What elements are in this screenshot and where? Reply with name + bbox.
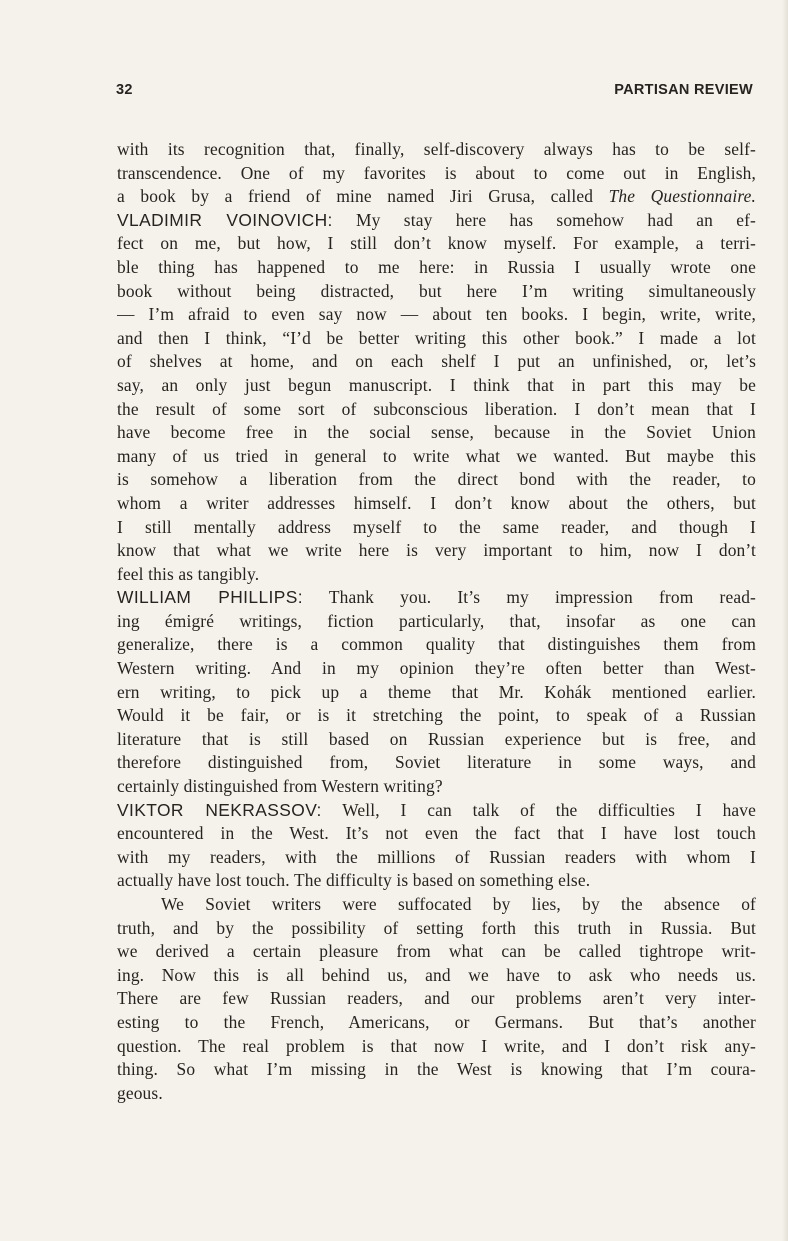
text-line xyxy=(117,657,756,681)
text-line xyxy=(117,162,756,186)
line-text: thing. So what I’m missing in the West is knowing that I’m coura- xyxy=(117,1059,756,1080)
text-line xyxy=(117,185,756,209)
line-text: is somehow a liberation from the direct bond with the reader, to xyxy=(117,469,756,490)
text-line xyxy=(117,374,756,398)
line-text: My stay here has somehow had an ef- xyxy=(332,209,756,230)
line-text: book without being distracted, but here I’m writing simultaneously xyxy=(117,280,756,301)
text-line xyxy=(117,256,756,280)
text-line xyxy=(117,421,756,445)
text-line xyxy=(117,917,756,941)
text-line xyxy=(117,516,756,540)
body-text xyxy=(117,138,756,1105)
page-header xyxy=(116,82,753,102)
line-text: Would it be fair, or is it stretching the point, to speak of a Russian xyxy=(117,705,756,726)
line-text: with its recognition that, finally, self-discovery always has to be self- xyxy=(117,139,756,159)
line-text: There are few Russian readers, and our problems aren’t very inter- xyxy=(117,988,756,1009)
line-text: actually have lost touch. The difficulty is based on something else. xyxy=(117,870,591,891)
line-text: say, an only just begun manuscript. I think that in part this may be xyxy=(117,374,756,395)
line-text: have become free in the social sense, because in the Soviet Union xyxy=(117,422,756,443)
line-text: geous. xyxy=(117,1082,163,1103)
text-line xyxy=(117,869,756,893)
text-line xyxy=(117,468,756,492)
line-text: esting to the French, Americans, or Germans. But that’s another xyxy=(117,1011,756,1032)
text-line xyxy=(117,280,756,304)
line-text: the result of some sort of subconscious liberation. I don’t mean that I xyxy=(117,398,756,419)
line-text: with my readers, with the millions of Russian readers with whom I xyxy=(117,846,756,867)
line-text: question. The real problem is that now I write, and I don’t risk any- xyxy=(117,1035,756,1056)
text-line xyxy=(117,964,756,988)
text-line xyxy=(117,728,756,752)
line-text: Well, I can talk of the difficulties I have xyxy=(321,799,756,820)
line-text: ing émigré writings, fiction particularly, that, insofar as one can xyxy=(117,610,756,631)
text-line xyxy=(117,1035,756,1059)
line-text: fect on me, but how, I still don’t know myself. For example, a terri- xyxy=(117,233,756,254)
text-line xyxy=(117,138,756,162)
text-line xyxy=(117,445,756,469)
speaker-name: WILLIAM PHILLIPS: xyxy=(117,587,303,608)
line-text: whom a writer addresses himself. I don’t know about the others, but xyxy=(117,492,756,513)
text-line xyxy=(117,987,756,1011)
text-line xyxy=(117,846,756,870)
line-text: therefore distinguished from, Soviet literature in some ways, and xyxy=(117,752,756,773)
text-line xyxy=(117,1058,756,1082)
text-line xyxy=(117,799,756,823)
line-text: know that what we write here is very important to him, now I don’t xyxy=(117,540,756,561)
text-line xyxy=(117,940,756,964)
text-line xyxy=(117,751,756,775)
page-number: 32 xyxy=(116,82,133,98)
text-line xyxy=(117,539,756,563)
text-line xyxy=(117,492,756,516)
line-text: generalize, there is a common quality that distinguishes them from xyxy=(117,634,756,655)
text-line xyxy=(117,1011,756,1035)
book-title: The Questionnaire. xyxy=(608,186,756,207)
text-line xyxy=(117,303,756,327)
text-line xyxy=(117,704,756,728)
text-line xyxy=(117,893,756,917)
line-text: ing. Now this is all behind us, and we have to ask who needs us. xyxy=(117,964,756,985)
text-line xyxy=(117,327,756,351)
text-line xyxy=(117,1082,756,1106)
text-line xyxy=(117,633,756,657)
line-text: literature that is still based on Russian experience but is free, and xyxy=(117,728,756,749)
line-text: feel this as tangibly. xyxy=(117,563,260,584)
line-text: We Soviet writers were suffocated by lies, by the absence of xyxy=(161,894,756,914)
text-line xyxy=(117,398,756,422)
text-line xyxy=(117,563,756,587)
line-text: truth, and by the possibility of setting forth this truth in Russia. But xyxy=(117,917,756,938)
text-line xyxy=(117,775,756,799)
line-text: and then I think, “I’d be better writing this other book.” I made a lot xyxy=(117,327,756,348)
speaker-name: VLADIMIR VOINOVICH: xyxy=(117,209,333,230)
text-line xyxy=(117,681,756,705)
speaker-name: VIKTOR NEKRASSOV: xyxy=(117,799,322,820)
line-text: transcendence. One of my favorites is about to come out in English, xyxy=(117,162,756,183)
line-text: Thank you. It’s my impression from read- xyxy=(303,587,756,608)
line-text: I still mentally address myself to the same reader, and though I xyxy=(117,516,756,537)
text-line xyxy=(117,350,756,374)
running-head: PARTISAN REVIEW xyxy=(614,82,753,98)
line-text: a book by a friend of mine named Jiri Grusa, called xyxy=(117,186,609,207)
text-line xyxy=(117,586,756,610)
line-text: encountered in the West. It’s not even the fact that I have lost touch xyxy=(117,823,756,844)
line-text: we derived a certain pleasure from what can be called tightrope writ- xyxy=(117,941,756,962)
page-edge xyxy=(782,0,788,1241)
line-text: ern writing, to pick up a theme that Mr. Kohák mentioned earlier. xyxy=(117,681,756,702)
text-line xyxy=(117,232,756,256)
line-text: Western writing. And in my opinion they’re often better than West- xyxy=(117,658,756,679)
text-line xyxy=(117,610,756,634)
text-line xyxy=(117,822,756,846)
line-text: ble thing has happened to me here: in Russia I usually wrote one xyxy=(117,256,756,277)
line-text: many of us tried in general to write what we wanted. But maybe this xyxy=(117,445,756,466)
line-text: — I’m afraid to even say now — about ten books. I begin, write, write, xyxy=(117,304,756,325)
line-text: of shelves at home, and on each shelf I put an unfinished, or, let’s xyxy=(117,351,756,372)
text-line xyxy=(117,209,756,233)
line-text: certainly distinguished from Western writing? xyxy=(117,776,443,797)
